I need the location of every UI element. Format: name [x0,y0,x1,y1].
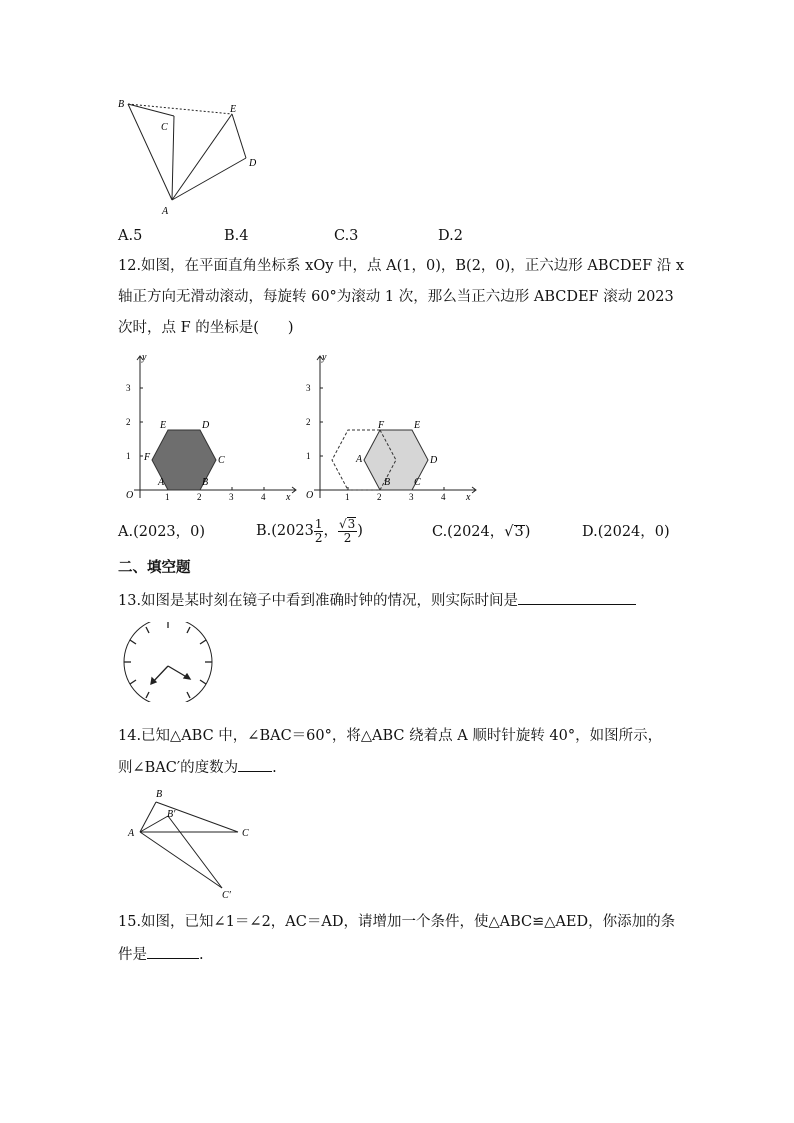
q12-option-b-comma: ， [323,523,338,539]
q11-label-a: A [162,206,169,216]
q12-fig1-label-a: A [158,477,165,488]
q11-label-c: C [161,122,168,133]
q12-option-b-sqrt-num: 3 [347,517,356,531]
q14-figure [118,784,268,902]
q14-label-b: B [156,789,163,800]
q12-option-b-frac-num: 1 [314,516,323,531]
q14-label-c-prime: C′ [222,890,231,901]
q12-fig1-y-axis: y [142,352,147,363]
q12-fig2-label-e: E [414,420,421,431]
q12-fig2-label-d: D [430,455,438,466]
q14-answer-blank[interactable] [238,757,272,772]
q12-fig1-x-axis: x [286,492,291,503]
q13-stem-text: 13.如图是某时刻在镜子中看到准确时钟的情况，则实际时间是 [118,593,519,609]
q13-answer-blank[interactable] [518,590,636,605]
q11-option-a: A.5 [118,228,143,244]
q12-option-c: C.(2024，√3) [432,524,531,540]
q12-fig1-label-b: B [202,477,209,488]
q12-fig2-x-axis: x [466,492,471,503]
q12-stem-line2: 轴正方向无滑动滚动，每旋转 60°为滚动 1 次，那么当正六边形 ABCDEF 滚动 2023 [118,289,674,305]
q11-figure [112,92,272,216]
q14-label-b-prime: B′ [167,809,176,820]
q12-option-b-suffix: ) [357,523,363,539]
q12-option-c-sqrt: 3 [514,524,524,540]
q12-fig2-xtick-3: 3 [409,492,414,502]
q11-label-d: D [249,158,257,169]
q14-line2 [118,757,277,778]
q12-fig2-xtick-1: 1 [345,492,350,502]
q15-line2-suffix: . [199,947,204,963]
q12-fig1-xtick-2: 2 [197,492,202,502]
q14-label-a: A [128,828,135,839]
q12-fig2-label-f: F [378,420,385,431]
q12-fig2-label-b: B [384,477,391,488]
q12-figure-2 [298,350,480,506]
q12-fig2-y-axis: y [322,352,327,363]
q13-clock-figure [118,622,220,702]
q14-line2-prefix: 则∠BAC′的度数为 [118,760,239,776]
q12-option-c-suffix: ) [524,524,531,540]
q12-fig2-label-a: A [356,454,363,465]
section-heading: 二、填空题 [118,559,191,576]
q12-fig1-label-d: D [202,420,210,431]
q12-fig1-ytick-2: 2 [126,417,131,427]
q11-label-e: E [230,104,237,115]
q12-fig2-ytick-2: 2 [306,417,311,427]
q12-fig1-ytick-1: 1 [126,451,131,461]
q15-line2 [118,944,204,965]
q15-answer-blank[interactable] [147,944,199,959]
q13-clock-face [124,622,212,702]
q12-stem-line3: 次时，点 F 的坐标是( ) [118,320,294,336]
q12-fig2-origin: O [306,490,314,501]
q11-option-c: C.3 [334,228,359,244]
q12-fig2-label-c: C [414,477,421,488]
q12-fig1-ytick-3: 3 [126,383,131,393]
q12-option-c-prefix: C.(2024， [432,524,505,540]
q12-fig1-xtick-1: 1 [165,492,170,502]
q14-line1: 14.已知△ABC 中，∠BAC＝60°，将△ABC 绕着点 A 顺时针旋转 40°，如图所示， [118,728,663,744]
q14-label-c: C [242,828,249,839]
q12-option-b-prefix: B.(2023 [256,523,314,539]
q11-option-d: D.2 [438,228,463,244]
q12-option-b-frac-den: 2 [314,530,323,545]
q12-fig1-label-f: F [144,452,151,463]
q12-fig1-label-e: E [160,420,167,431]
q14-line2-suffix: . [272,760,277,776]
q12-fig2-ytick-3: 3 [306,383,311,393]
q12-fig1-origin: O [126,490,134,501]
q13-stem [118,590,636,611]
q12-stem-line1: 12.如图，在平面直角坐标系 xOy 中，点 A(1，0)，B(2，0)，正六边形 ABCDEF 沿 x [118,258,685,274]
q11-label-b: B [118,99,125,110]
q12-fig2-ytick-1: 1 [306,451,311,461]
q12-option-b-sqrt-fraction: $\frac{√3}{2}$ [338,517,356,545]
q12-fig1-label-c: C [218,455,225,466]
q12-option-d: D.(2024，0) [582,524,670,540]
q15-line1: 15.如图，已知∠1＝∠2，AC＝AD，请增加一个条件，使△ABC≌△AED，你添加的条 [118,914,676,930]
q12-fig2-xtick-2: 2 [377,492,382,502]
q12-fig2-xtick-4: 4 [441,492,446,502]
q12-fig1-xtick-3: 3 [229,492,234,502]
q11-option-b: B.4 [224,228,249,244]
q12-option-a: A.(2023，0) [118,524,206,540]
q15-line2-prefix: 件是 [118,947,147,963]
q12-option-b [256,514,363,548]
q12-figure-1 [118,350,300,506]
q12-option-b-sqrt-den: 2 [343,531,352,545]
q12-fig1-xtick-4: 4 [261,492,266,502]
